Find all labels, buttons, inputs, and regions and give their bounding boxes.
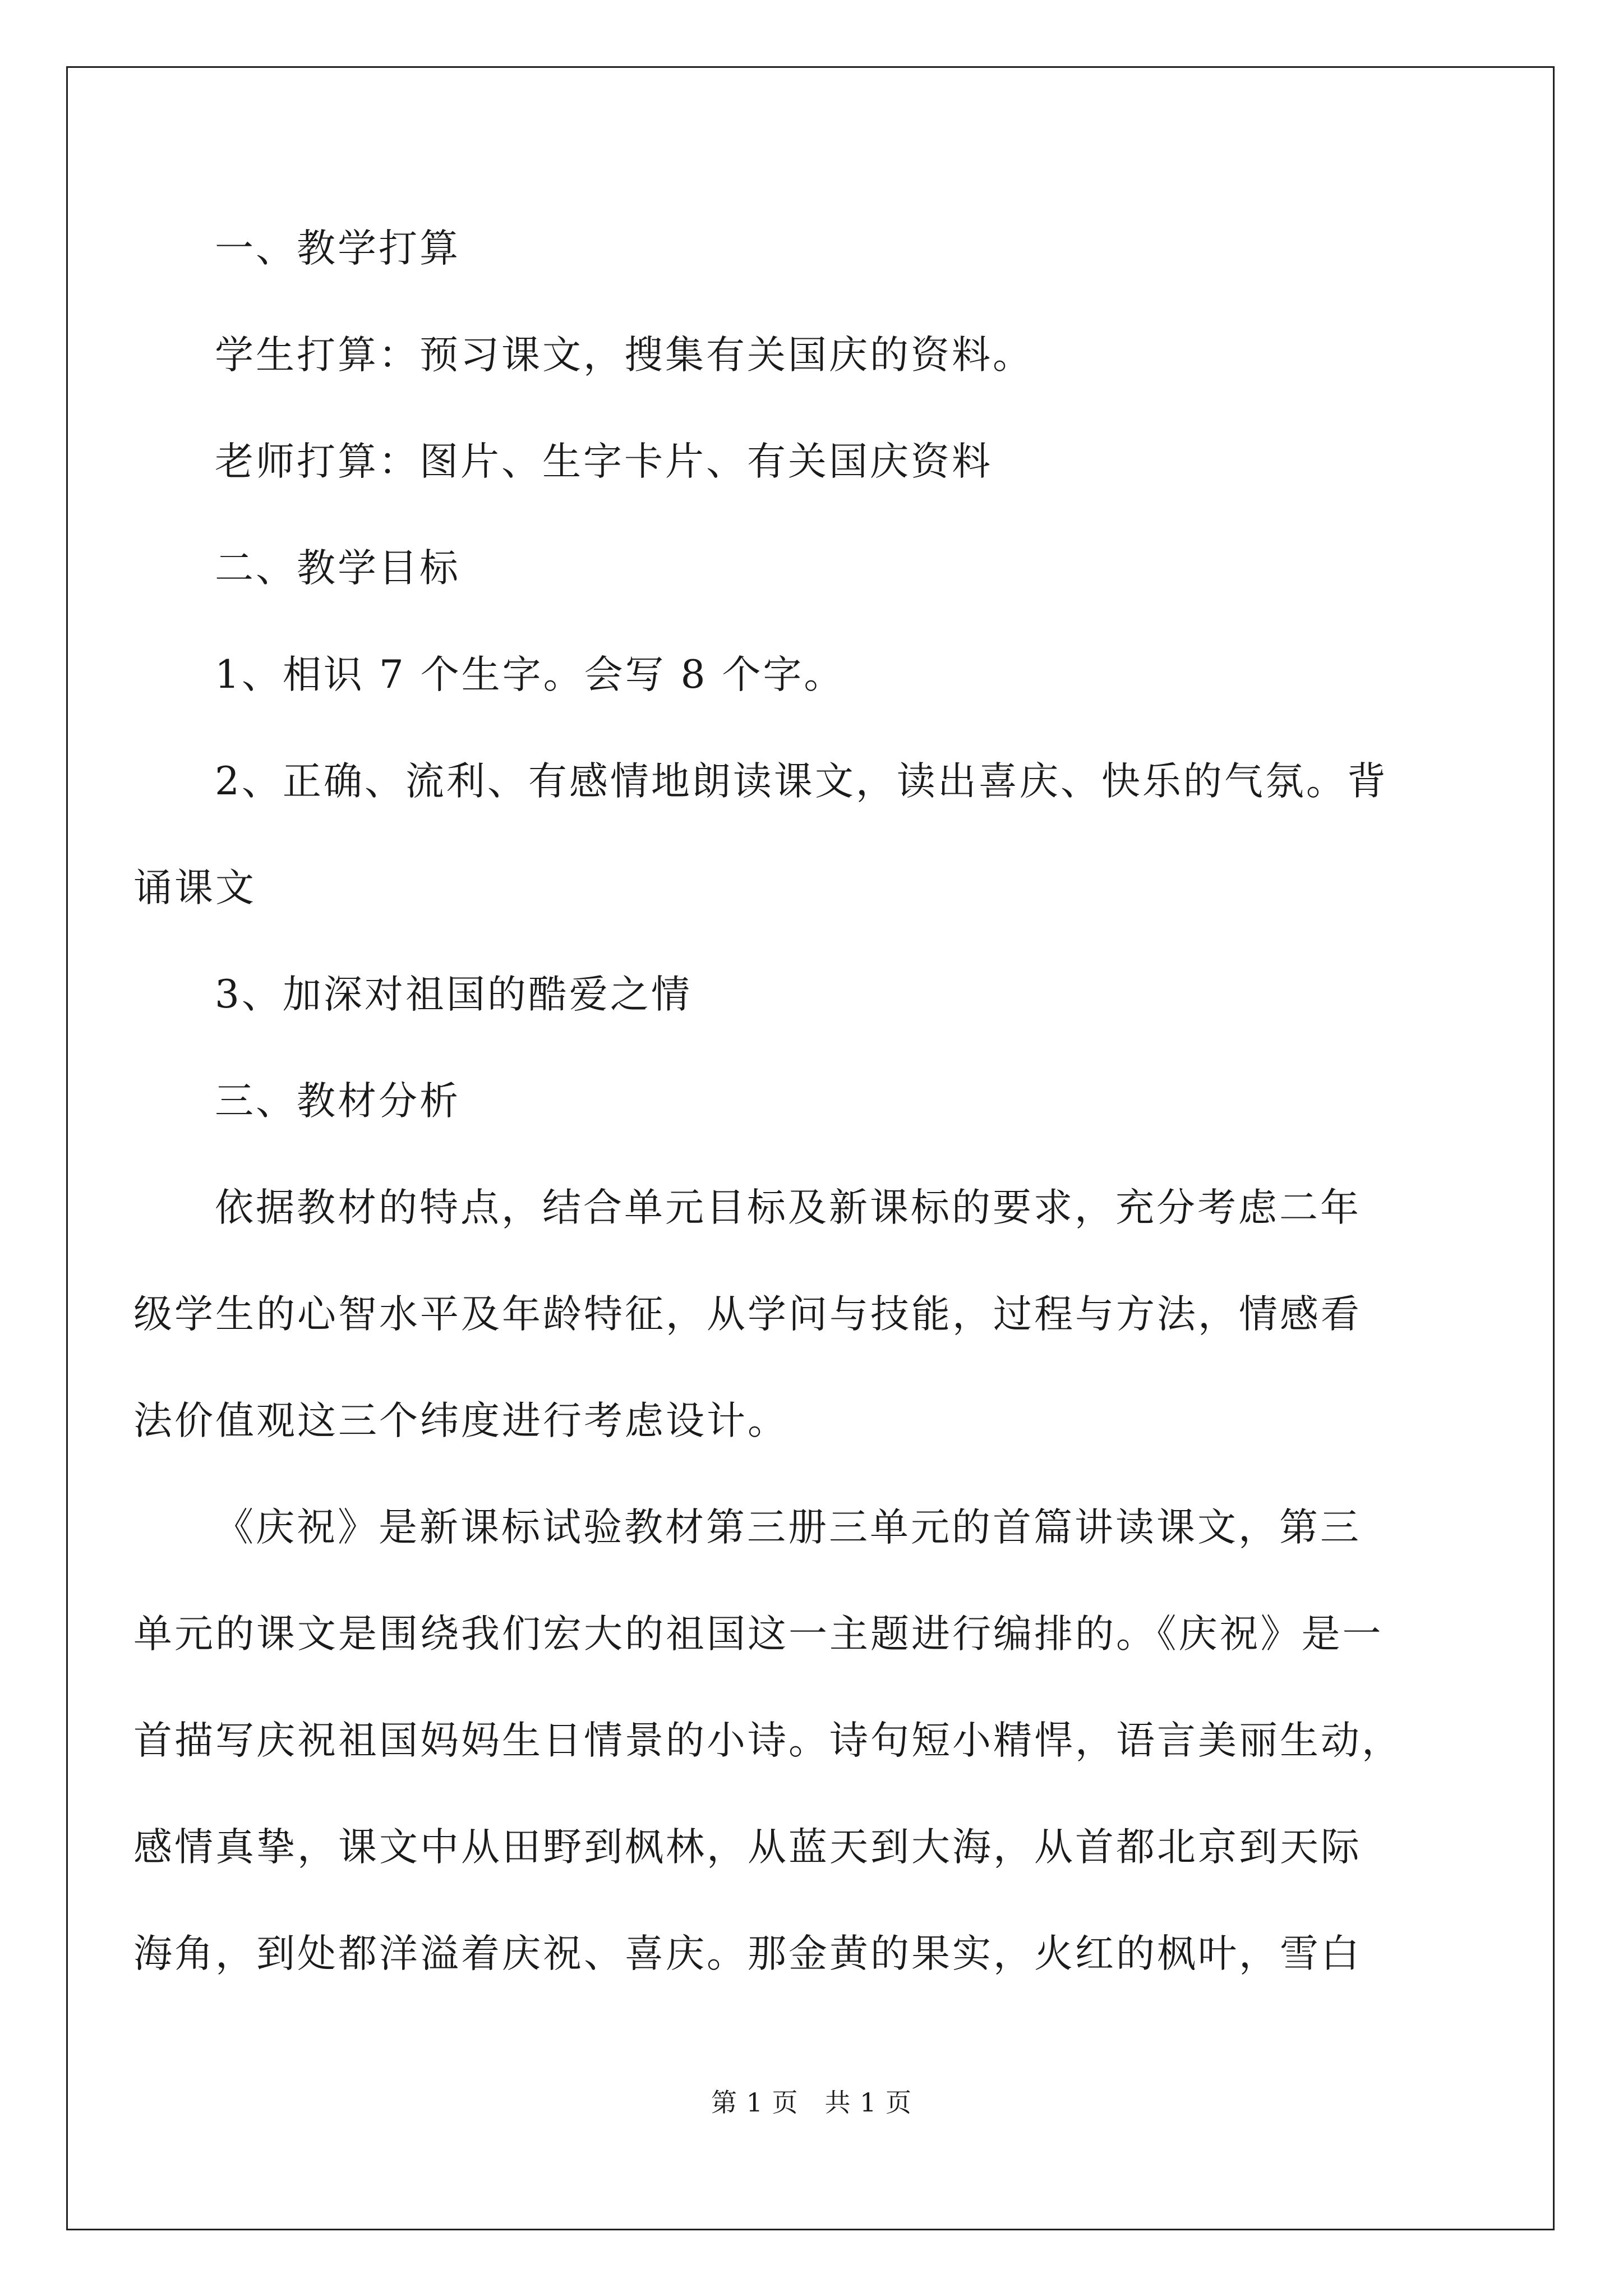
analysis-paragraph-2-line-2: 单元的课文是围绕我们宏大的祖国这一主题进行编排的。《庆祝》是一: [133, 1612, 1384, 1657]
goal-item-1: 1、相识 7 个生字。会写 8 个字。: [215, 652, 845, 697]
analysis-paragraph-2-line-4: 感情真挚，课文中从田野到枫林，从蓝天到大海，从首都北京到天际: [133, 1825, 1362, 1870]
goal-item-3: 3、加深对祖国的酷爱之情: [215, 972, 692, 1017]
paragraph-teacher-preparation: 老师打算：图片、生字卡片、有关国庆资料: [215, 439, 993, 484]
heading-material-analysis: 三、教材分析: [215, 1079, 460, 1124]
analysis-paragraph-2-line-1: 《庆祝》是新课标试验教材第三册三单元的首篇讲读课文，第三: [215, 1505, 1361, 1550]
analysis-paragraph-2-line-5: 海角，到处都洋溢着庆祝、喜庆。那金黄的果实，火红的枫叶，雪白: [133, 1931, 1362, 1976]
analysis-paragraph-1-line-3: 法价值观这三个纬度进行考虑设计。: [133, 1398, 789, 1443]
analysis-paragraph-1-line-1: 依据教材的特点，结合单元目标及新课标的要求，充分考虑二年: [215, 1185, 1361, 1230]
analysis-paragraph-1-line-2: 级学生的心智水平及年龄特征，从学问与技能，过程与方法，情感看: [133, 1292, 1362, 1337]
heading-teaching-goals: 二、教学目标: [215, 546, 460, 591]
page-border: [66, 66, 1555, 2230]
analysis-paragraph-2-line-3: 首描写庆祝祖国妈妈生日情景的小诗。诗句短小精悍，语言美丽生动，: [133, 1718, 1403, 1763]
goal-item-2-line-1: 2、正确、流利、有感情地朗读课文，读出喜庆、快乐的气氛。背: [215, 759, 1388, 804]
goal-item-2-line-2: 诵课文: [133, 866, 256, 910]
page-footer: 第 1 页 共 1 页: [711, 2087, 912, 2118]
heading-teaching-preparation: 一、教学打算: [215, 226, 460, 271]
paragraph-student-preparation: 学生打算：预习课文，搜集有关国庆的资料。: [215, 333, 1034, 378]
